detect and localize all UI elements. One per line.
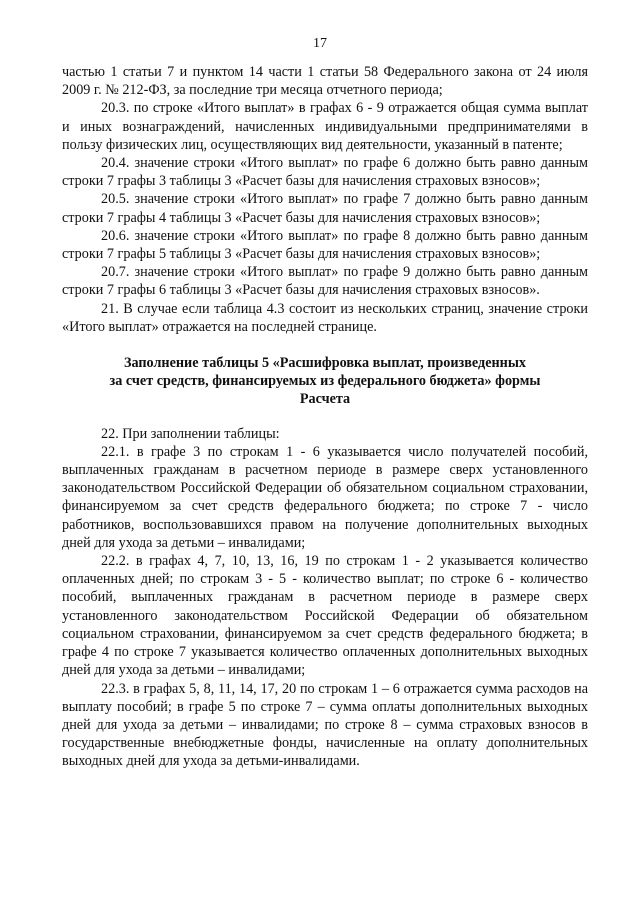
section-heading-line: Расчета [299,391,351,408]
paragraph-20-3: 20.3. по строке «Итого выплат» в графах 6 - 9 отражается общая сумма выплат и иных вознаграждений, начисленных индивидуальными предпринимателями в пользу физических лиц, осуществляющих вид деятельности, указанный в патенте; [62,100,588,153]
paragraph-20-5: 20.5. значение строки «Итого выплат» по графе 7 должно быть равно данным строки 7 графы 4 таблицы 3 «Расчет базы для начисления страховых взносов»; [62,191,588,226]
paragraph-20-7: 20.7. значение строки «Итого выплат» по графе 9 должно быть равно данным строки 7 графы 6 таблицы 3 «Расчет базы для начисления страховых взносов». [62,264,588,299]
paragraph-20-6: 20.6. значение строки «Итого выплат» по графе 8 должно быть равно данным строки 7 графы 5 таблицы 3 «Расчет базы для начисления страховых взносов»; [62,227,588,263]
section-heading-line: Заполнение таблицы 5 «Расшифровка выплат, произведенных [123,355,527,372]
page-number: 17 [313,36,327,51]
section-heading [82,354,568,409]
paragraph-22: 22. При заполнении таблицы: [101,425,280,442]
paragraph-continuation: частью 1 статьи 7 и пунктом 14 части 1 статьи 58 Федерального закона от 24 июля 2009 г. № 212-ФЗ, за последние три месяца отчетного периода; [62,64,588,99]
paragraph-20-4: 20.4. значение строки «Итого выплат» по графе 6 должно быть равно данным строки 7 графы 3 таблицы 3 «Расчет базы для начисления страховых взносов»; [62,155,588,190]
paragraph-22-3: 22.3. в графах 5, 8, 11, 14, 17, 20 по строкам 1 – 6 отражается сумма расходов на выплату пособий; в графе 5 по строке 7 – сумма оплаты дополнительных выходных дней для ухода за детьми – инвалидами; по строке 8 – сумма страховых взносов в государственные внебюджетные фонды, начисленные на оплату дополнительных выходных дней для ухода за детьми-инвалидами. [62,680,588,770]
document-body [62,63,588,771]
section-heading-line: за счет средств, финансируемых из федерального бюджета» формы [109,373,541,390]
paragraph-22-1: 22.1. в графе 3 по строкам 1 - 6 указывается число получателей пособий, выплаченных гражданам в расчетном периоде в размере сверх установленного законодательством Российской Федерации об обязательном социальном страховании, финансируемом за счет средств федерального бюджета; по строке 7 - число работников, воспользовавшихся правом на получение дополнительных выходных дней для ухода за детьми – инвалидами; [62,443,588,551]
paragraph-22-2: 22.2. в графах 4, 7, 10, 13, 16, 19 по строкам 1 - 2 указывается количество оплаченных дней; по строкам 3 - 5 - количество выплат; по строке 6 - количество пособий, выплаченных гражданам в расчетном периоде в размере сверх установленного законодательством Российской Федерации об обязательном социальном страховании, финансируемом за счет средств федерального бюджета; в графе 4 по строке 7 указывается количество оплаченных дополнительных выходных дней для ухода за детьми – инвалидами; [62,553,588,679]
paragraph-21: 21. В случае если таблица 4.3 состоит из нескольких страниц, значение строки «Итого выплат» отражается на последней странице. [62,300,588,335]
